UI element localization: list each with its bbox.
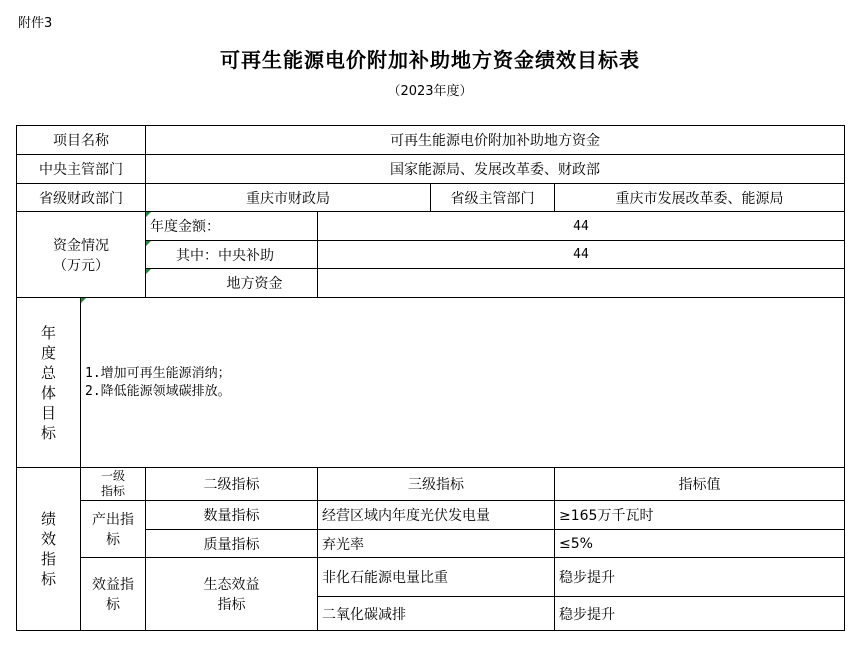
output-label-line2: 标 <box>106 532 120 548</box>
output-value: ≤5% <box>555 530 845 558</box>
header-level3: 三级指标 <box>318 468 555 501</box>
benefit-level2 <box>146 558 318 631</box>
table-row <box>17 212 845 241</box>
output-indicator-label <box>81 501 146 558</box>
annual-amount-label: 年度金额： <box>146 212 318 241</box>
goals-label-char: 体 <box>40 383 56 402</box>
performance-target-table <box>16 125 845 631</box>
table-row <box>17 298 845 468</box>
funds-label <box>17 212 146 298</box>
page-title: 可再生能源电价附加补助地方资金绩效目标表 <box>220 48 640 72</box>
goal-item: 2.降低能源领域碳排放。 <box>85 383 231 399</box>
output-label-line1: 产出指 <box>92 512 134 528</box>
table-row <box>17 126 845 155</box>
central-subsidy-value: 44 <box>318 241 845 269</box>
table-row <box>17 501 845 530</box>
benefit-indicator-label <box>81 558 146 631</box>
goal-item: 1.增加可再生能源消纳； <box>85 365 231 381</box>
provincial-dept-value: 重庆市发展改革委、能源局 <box>555 184 845 212</box>
indicators-label-char: 标 <box>40 570 56 588</box>
header-level1 <box>81 468 146 501</box>
indicators-label-char: 指 <box>40 550 56 568</box>
header-value: 指标值 <box>555 468 845 501</box>
header-level2: 二级指标 <box>146 468 318 501</box>
benefit-level3: 非化石能源电量比重 <box>318 558 555 597</box>
benefit-value: 稳步提升 <box>555 597 845 631</box>
central-dept-value: 国家能源局、发展改革委、财政部 <box>146 155 845 184</box>
provincial-finance-value: 重庆市财政局 <box>146 184 431 212</box>
table-row <box>17 558 845 597</box>
performance-indicators-label <box>17 468 81 631</box>
table-row <box>17 155 845 184</box>
central-subsidy-label: 其中：中央补助 <box>146 241 318 269</box>
annual-amount-value: 44 <box>318 212 845 241</box>
table-row <box>17 468 845 501</box>
annual-goals-content <box>81 298 845 468</box>
goals-label-char: 年 <box>40 323 56 342</box>
header-level1-line2: 指标 <box>100 484 125 498</box>
central-dept-label: 中央主管部门 <box>17 155 146 184</box>
output-value: ≥165万千瓦时 <box>555 501 845 530</box>
output-level2: 质量指标 <box>146 530 318 558</box>
benefit-level2-line1: 生态效益 <box>203 577 260 593</box>
header-level1-line1: 一级 <box>100 469 125 483</box>
provincial-dept-label: 省级主管部门 <box>431 184 555 212</box>
page-subtitle: （2023年度） <box>387 84 473 99</box>
benefit-value: 稳步提升 <box>555 558 845 597</box>
benefit-level2-line2: 指标 <box>217 597 246 613</box>
output-level3: 弃光率 <box>318 530 555 558</box>
provincial-finance-label: 省级财政部门 <box>17 184 146 212</box>
goals-label-char: 目 <box>40 403 56 422</box>
indicators-label-char: 效 <box>40 530 56 548</box>
goals-label-char: 标 <box>40 423 56 442</box>
benefit-level3: 二氧化碳减排 <box>318 597 555 631</box>
indicators-label-char: 绩 <box>40 510 56 528</box>
annual-goals-label <box>17 298 81 468</box>
table-row <box>17 184 845 212</box>
funds-label-line2: （万元） <box>53 257 109 274</box>
output-level2: 数量指标 <box>146 501 318 530</box>
local-funds-label: 地方资金 <box>146 269 318 298</box>
benefit-label-line2: 标 <box>106 597 120 613</box>
local-funds-value <box>318 269 845 298</box>
output-level3: 经营区域内年度光伏发电量 <box>318 501 555 530</box>
benefit-label-line1: 效益指 <box>92 577 134 593</box>
goals-label-char: 度 <box>40 343 56 362</box>
goals-label-char: 总 <box>40 363 56 382</box>
project-name-value: 可再生能源电价附加补助地方资金 <box>146 126 845 155</box>
attachment-label: 附件3 <box>18 16 53 31</box>
project-name-label: 项目名称 <box>17 126 146 155</box>
funds-label-line1: 资金情况 <box>53 237 109 254</box>
